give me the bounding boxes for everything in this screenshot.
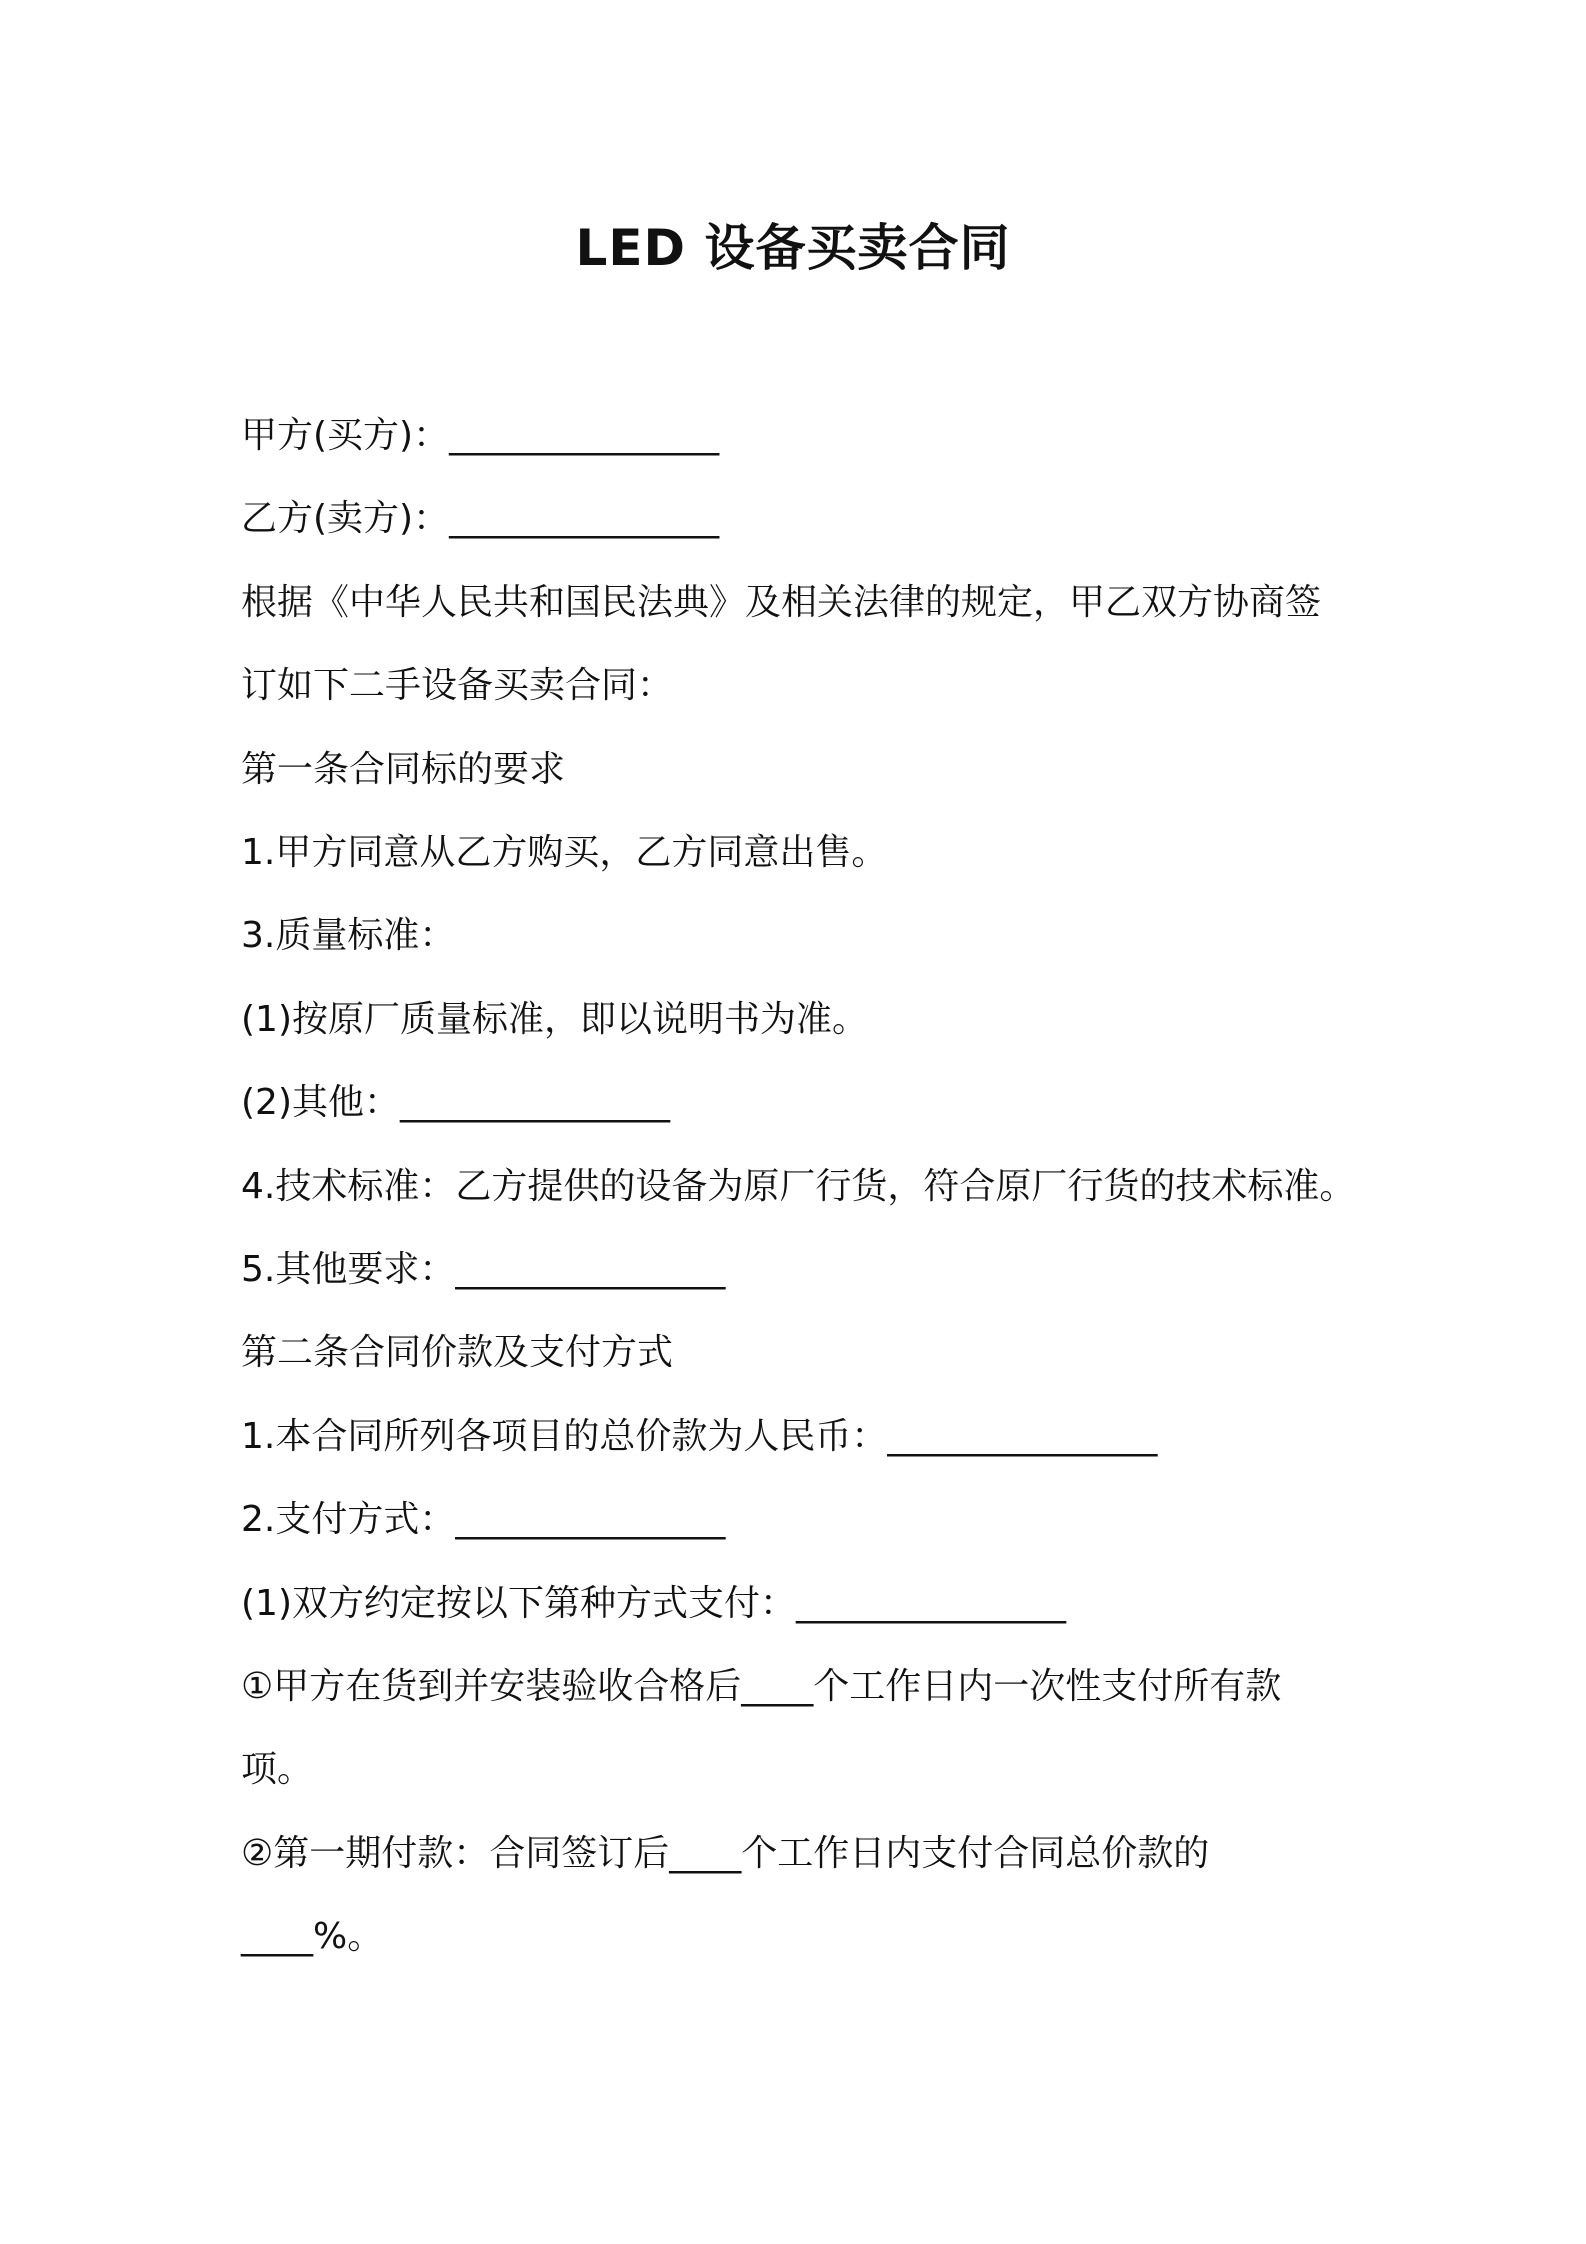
preamble-line-1: 根据《中华人民共和国民法典》及相关法律的规定，甲乙双方协商签 bbox=[241, 582, 1322, 623]
payment-option-1-line-2: 项。 bbox=[241, 1749, 314, 1790]
party-b-line: 乙方(卖方)：_______________ bbox=[241, 498, 720, 539]
article-1-item-4: 4.技术标准：乙方提供的设备为原厂行货，符合原厂行货的技术标准。 bbox=[241, 1166, 1356, 1207]
document-title: LED 设备买卖合同 bbox=[575, 219, 1011, 277]
article-1-item-3-1: (1)按原厂质量标准，即以说明书为准。 bbox=[241, 999, 868, 1040]
payment-option-2-line-2: ____%。 bbox=[241, 1916, 384, 1957]
article-1-item-1: 1.甲方同意从乙方购买，乙方同意出售。 bbox=[241, 832, 888, 873]
article-2-item-2-1: (1)双方约定按以下第种方式支付：_______________ bbox=[241, 1583, 1066, 1624]
article-2-item-2: 2.支付方式：_______________ bbox=[241, 1499, 726, 1540]
article-1-item-5: 5.其他要求：_______________ bbox=[241, 1249, 726, 1290]
payment-option-1-line-1: ①甲方在货到并安装验收合格后____个工作日内一次性支付所有款 bbox=[241, 1666, 1282, 1707]
article-2-heading: 第二条合同价款及支付方式 bbox=[241, 1332, 674, 1373]
preamble-line-2: 订如下二手设备买卖合同： bbox=[241, 665, 674, 706]
party-a-line: 甲方(买方)：_______________ bbox=[241, 415, 720, 456]
article-1-item-3-2: (2)其他：_______________ bbox=[241, 1082, 670, 1123]
article-2-item-1: 1.本合同所列各项目的总价款为人民币：_______________ bbox=[241, 1416, 1158, 1457]
payment-option-2-line-1: ②第一期付款：合同签订后____个工作日内支付合同总价款的 bbox=[241, 1833, 1210, 1874]
article-1-item-3: 3.质量标准： bbox=[241, 915, 456, 956]
article-1-heading: 第一条合同标的要求 bbox=[241, 749, 566, 790]
